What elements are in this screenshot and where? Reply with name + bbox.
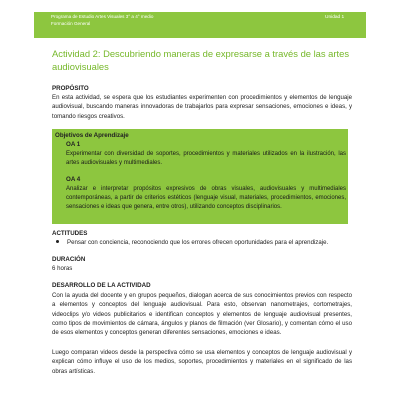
objectives-heading: Objetivos de Aprendizaje bbox=[55, 132, 129, 139]
attitudes-heading: ACTITUDES bbox=[52, 230, 88, 237]
program-label bbox=[51, 14, 251, 27]
activity-title: Actividad 2: Descubriendo maneras de expresarse a través de las artes audiovisuales bbox=[52, 48, 350, 72]
program-line-1: Programa de Estudio Artes Visuales 3° a 4° medio bbox=[51, 14, 154, 19]
development-paragraph-1: Con la ayuda del docente y en grupos pequeños, dialogan acerca de sus conocimientos previos con respecto a elementos y conceptos del lenguaje audiovisual. Para esto, observan nanometrajes, cortometrajes, videoclips y/o videos publicitarios e identifican conceptos y elementos de lenguaje audiovisual presentes, como tipos de movimientos de cámara, ángulos y planos de filmación (ver Glosario), y comentan cómo el uso de esos elementos y conceptos generan diferentes sensaciones, emociones e ideas. bbox=[52, 292, 352, 337]
duration-value: 6 horas bbox=[52, 265, 73, 272]
unit-label: Unidad 1 bbox=[325, 15, 345, 20]
development-paragraph-2: Luego comparan videos desde la perspectiva cómo se usa elementos y conceptos de lenguaje audiovisual y explican cómo influye el uso de los medios, soportes, procedimientos y materiales en el significado de las obras artísticas. bbox=[52, 349, 352, 375]
attitude-text: Pensar con conciencia, reconociendo que los errores ofrecen oportunidades para el aprendizaje. bbox=[67, 239, 329, 246]
development-heading: DESARROLLO DE LA ACTIVIDAD bbox=[52, 282, 151, 289]
program-line-2: Formación General bbox=[51, 20, 91, 26]
objective-code-1: OA 1 bbox=[66, 141, 81, 148]
objective-code-2: OA 4 bbox=[66, 176, 81, 183]
attitude-item bbox=[56, 239, 356, 246]
objective-text-1: Experimentar con diversidad de soportes, procedimientos y materiales utilizados en la ilustración, las artes audiovisuales y multimediales. bbox=[66, 151, 346, 167]
bullet-icon bbox=[56, 240, 59, 243]
purpose-text: En esta actividad, se espera que los estudiantes experimenten con procedimientos y elementos de lenguaje audiovisual, buscando maneras innovadoras de trabajarlos para expresar sensaciones, emociones e ideas, y tomando riesgos creativos. bbox=[52, 94, 352, 120]
duration-heading: DURACIÓN bbox=[52, 256, 86, 263]
objective-text-2: Analizar e interpretar propósitos expresivos de obras visuales, audiovisuales y multimediales contemporáneas, a partir de criterios estéticos (lenguaje visual, materiales, procedimientos, emociones, sensaciones e ideas que genera, entre otros), utilizando conceptos disciplinarios. bbox=[66, 186, 346, 211]
purpose-heading: PROPÓSITO bbox=[52, 85, 89, 92]
